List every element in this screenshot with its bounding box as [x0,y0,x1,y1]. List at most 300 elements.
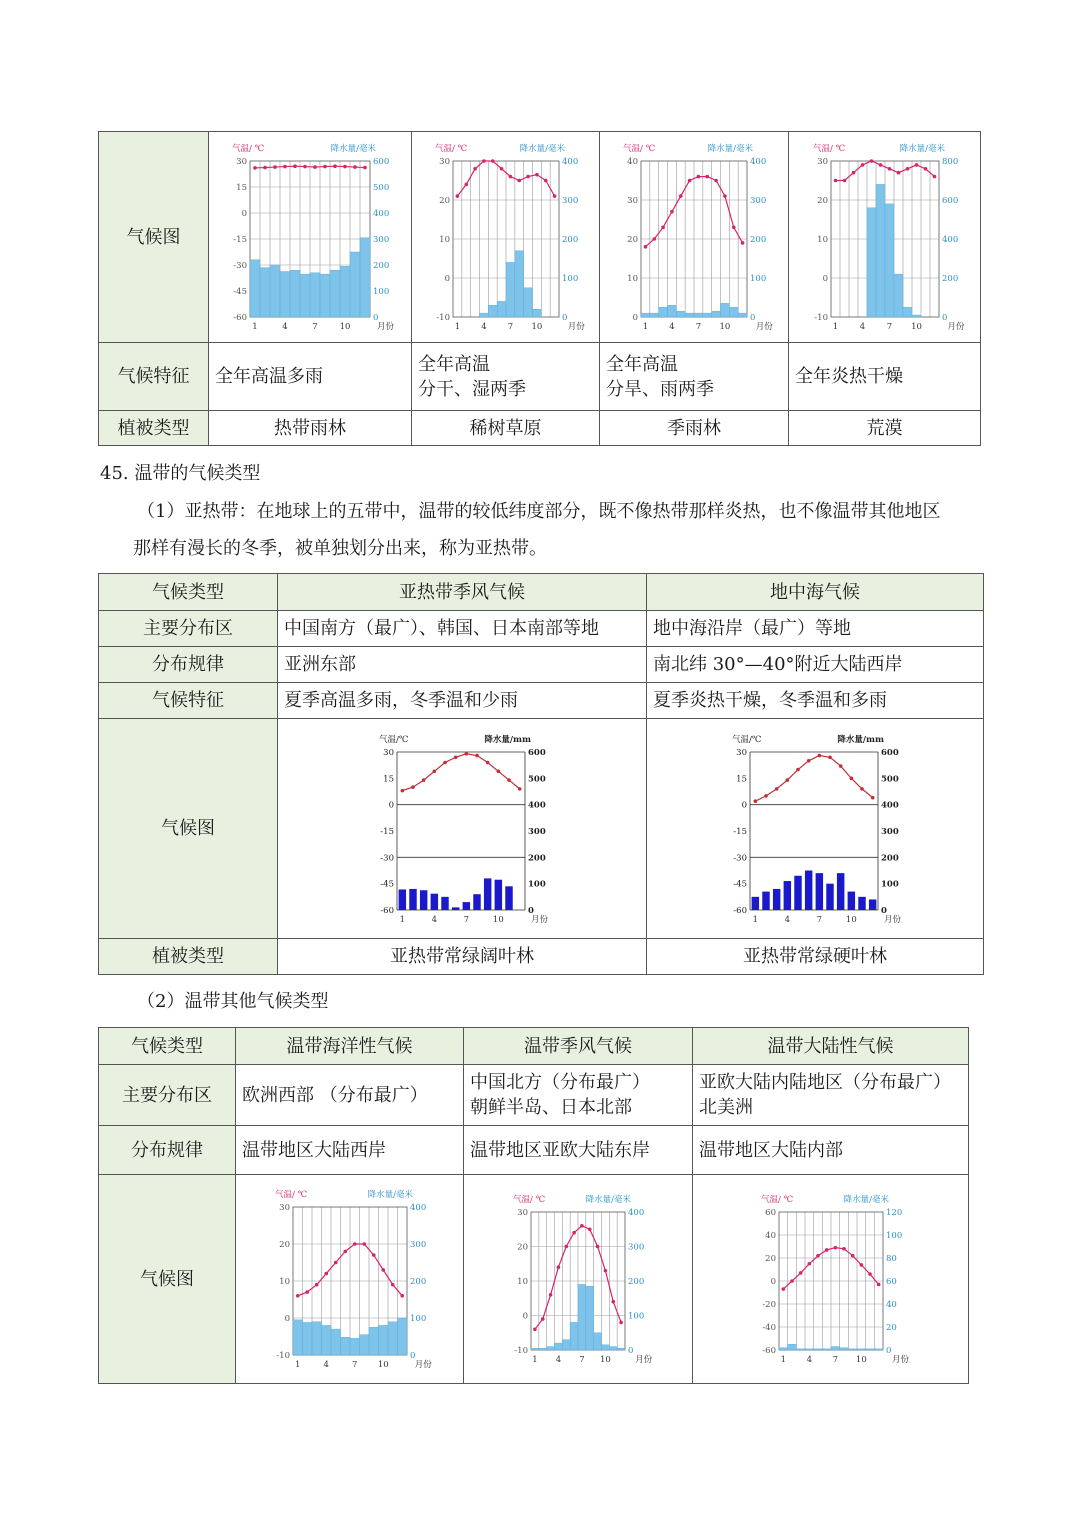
precipitation-bar [703,313,712,317]
left-tick-label: -20 [761,1300,776,1310]
precipitation-bar [555,1343,563,1350]
x-tick-label: 10 [855,1355,867,1365]
right-axis-title: 降水量/毫米 [707,144,753,154]
temperature-point [842,1247,846,1251]
left-tick-label: 15 [236,183,247,193]
precipitation-bar [321,1325,331,1355]
climate-chart-tropical-rainforest [212,133,408,341]
temperature-point [850,776,854,780]
precipitation-bar [796,1349,805,1350]
header-mediterranean: 地中海气候 [647,574,984,611]
x-tick-label: 4 [555,1355,562,1365]
left-tick-label: 30 [517,1208,528,1218]
vegetation-cell: 亚热带常绿硬叶林 [647,939,984,975]
x-tick-label: 1 [752,914,759,925]
temperature-point [475,753,479,757]
precipitation-bar [578,1284,586,1350]
precipitation-bar [369,1327,379,1355]
precipitation-bar [488,305,497,317]
x-tick-label: 4 [806,1355,812,1365]
temperature-point [549,1293,553,1297]
temperature-point [422,778,426,782]
left-axis-title: 气温/ ℃ [434,144,467,154]
temperature-point [273,165,277,169]
temperature-point [714,179,718,183]
temperature-point [860,787,864,791]
right-axis-title: 降水量/毫米 [585,1195,631,1205]
precipitation-bar [570,1322,578,1350]
temperature-point [455,194,459,198]
vegetation-cell: 季雨林 [600,411,789,446]
right-tick-label: 300 [628,1242,645,1253]
precipitation-bar [290,270,300,317]
left-axis-title: 气温/ ℃ [513,1195,546,1205]
temperature-point [604,1269,608,1273]
left-tick-label: 0 [388,800,394,811]
left-tick-label: 20 [278,1240,290,1250]
precipitation-bar [839,1348,848,1350]
x-tick-label: 7 [832,1355,838,1365]
left-tick-label: 30 [236,157,247,167]
x-tick-label: 7 [507,322,513,332]
precipitation-bar [562,1340,570,1350]
temperature-point [818,753,822,757]
x-tick-label: 7 [695,322,702,332]
table-row [99,683,984,719]
row-header-distribution-rule: 分布规律 [99,1126,236,1175]
climate-chart-subtropical-monsoon [347,724,577,934]
left-tick-label: 10 [627,274,638,284]
right-axis-title: 降水量/毫米 [330,144,376,154]
temperature-point [303,165,307,169]
temperature-point [850,1254,854,1258]
chart-cell [209,132,412,343]
feature-text: 分旱、雨两季 [606,378,714,400]
temperature-point [343,1250,347,1254]
section-title: （2）温带其他气候类型 [137,991,329,1012]
right-tick-label: 200 [750,235,767,245]
left-tick-label: 20 [764,1254,776,1264]
row-header-climate-chart: 气候图 [99,132,209,343]
precipitation-bar [497,301,506,317]
left-axis-title: 气温/ ℃ [812,144,845,154]
precipitation-bar [712,311,721,317]
left-tick-label: -60 [733,905,747,916]
row-header-vegetation: 植被类型 [99,939,278,975]
temperature-point [754,799,758,803]
temperature-point [798,1271,802,1275]
x-tick-label: 4 [323,1360,329,1370]
temperature-point [833,1246,837,1250]
precipitation-bar [302,1322,312,1355]
left-tick-label: -15 [233,235,247,245]
temperature-point [371,1253,375,1257]
temperature-point [433,769,437,773]
precipitation-bar [409,888,416,909]
left-tick-label: 20 [438,196,450,206]
temperature-point [473,167,477,171]
temperature-point [652,237,656,241]
precipitation-bar [885,204,894,317]
right-tick-label: 400 [941,235,958,245]
right-tick-label: 300 [750,196,767,206]
x-tick-label: 4 [282,322,288,332]
x-tick-label: 10 [600,1355,611,1365]
right-tick-label: 400 [409,1203,426,1213]
precipitation-bar [586,1286,594,1350]
left-tick-label: -45 [733,879,747,890]
temperature-point [518,787,522,791]
x-tick-label: 4 [669,322,675,332]
vegetation-cell: 荒漠 [789,411,981,446]
temperature-point [688,179,692,183]
precipitation-bar [848,1349,857,1350]
left-tick-label: -10 [813,313,828,323]
left-tick-label: 30 [816,157,828,167]
temperature-point [705,175,709,179]
left-tick-label: 40 [627,157,638,167]
cell-text: 中国北方（分布最广） [470,1072,650,1093]
paragraph-line: 那样有漫长的冬季，被单独划分出来，称为亚热带。 [133,538,547,559]
left-tick-label: 30 [736,747,747,758]
left-tick-label: 10 [278,1277,290,1287]
left-tick-label: 0 [444,274,450,284]
temperature-point [796,767,800,771]
x-axis-label: 月份 [891,1355,909,1365]
x-axis-label: 月份 [947,322,965,332]
precipitation-bar [431,893,438,909]
left-tick-label: 0 [284,1314,290,1324]
precipitation-bar [805,870,812,910]
precipitation-bar [340,266,350,317]
climate-chart-tropical-desert [793,133,977,341]
chart-cell [278,719,647,939]
right-tick-label: 400 [628,1208,645,1218]
climate-chart-tropical-monsoon [603,133,785,341]
left-tick-label: 20 [627,235,638,245]
precipitation-bar [729,307,738,317]
temperature-point [775,787,779,791]
temperature-point [868,1272,872,1276]
left-tick-label: 60 [764,1208,776,1218]
precipitation-bar [484,878,491,910]
temperature-point [833,179,837,183]
precipitation-bar [452,907,459,910]
climate-chart-temperate-oceanic [255,1179,445,1379]
x-axis-label: 月份 [884,914,902,925]
precipitation-bar [609,1347,617,1350]
left-tick-label: 0 [741,800,747,811]
precipitation-bar [594,1333,602,1350]
temperature-point [552,194,556,198]
feature-cell [209,343,412,411]
x-axis-label: 月份 [414,1360,432,1370]
left-tick-label: 20 [816,196,828,206]
right-tick-label: 60 [885,1277,897,1287]
left-tick-label: -10 [275,1351,290,1361]
table-cell [693,1065,969,1126]
feature-text: 全年炎热干燥 [795,366,903,387]
table-cell: 温带地区大陆西岸 [236,1126,464,1175]
precipitation-bar [784,881,791,910]
right-tick-label: 500 [881,773,899,784]
temperature-point [741,241,745,245]
temperature-point [824,1248,828,1252]
right-axis-title: 降水量/mm [837,734,884,745]
temperature-point [697,175,701,179]
temperature-point [333,1261,337,1265]
precipitation-bar [816,873,823,910]
precipitation-bar [738,313,747,317]
precipitation-bar [495,879,502,909]
temperature-point [305,1290,309,1294]
temperature-point [314,1283,318,1287]
table-row [99,411,981,446]
climate-chart-temperate-continental [741,1184,921,1374]
temperature-point [932,175,936,179]
temperature-point [486,760,490,764]
right-tick-label: 600 [373,157,390,167]
temperature-point [851,171,855,175]
temperature-point [572,1231,576,1235]
precipitation-bar [531,1348,539,1350]
temperature-point [283,165,287,169]
table-row [99,1028,969,1065]
table-cell: 夏季炎热干燥，冬季温和多雨 [647,683,984,719]
cell-text: 欧洲西部 （分布最广） [242,1084,428,1106]
precipitation-bar [867,208,876,317]
precipitation-bar [397,1318,407,1355]
left-tick-label: 0 [632,313,638,323]
left-tick-label: 10 [438,235,450,245]
precipitation-bar [463,902,470,910]
temperature-point [914,163,918,167]
right-tick-label: 0 [885,1346,891,1356]
vegetation-cell: 亚热带常绿阔叶林 [278,939,647,975]
temperature-point [401,788,405,792]
precipitation-bar [270,265,280,317]
precipitation-bar [874,1349,883,1350]
table-row [99,1175,969,1384]
x-tick-label: 1 [832,322,838,332]
x-axis-label: 月份 [635,1355,653,1365]
x-tick-label: 4 [859,322,865,332]
feature-cell [412,343,600,411]
temperature-point [508,175,512,179]
precipitation-bar [837,873,844,910]
x-tick-label: 7 [579,1355,585,1365]
precipitation-bar [831,1347,840,1350]
precipitation-bar [858,896,865,909]
right-tick-label: 500 [373,183,390,193]
table-row [99,132,981,343]
precipitation-bar [676,311,685,317]
precipitation-bar [650,313,659,317]
temperature-point [564,1245,568,1249]
temperature-point [533,1328,537,1332]
left-axis-title: 气温/℃ [379,734,409,745]
temperature-line [402,753,519,790]
temperature-point [443,760,447,764]
precipitation-bar [532,309,541,317]
precipitation-bar [505,886,512,910]
precipitation-bar [300,274,310,317]
right-tick-label: 400 [561,157,578,167]
right-tick-label: 300 [373,235,390,245]
temperature-point [343,165,347,169]
precipitation-bar [721,303,730,317]
temperature-point [381,1268,385,1272]
x-tick-label: 1 [454,322,460,332]
x-tick-label: 1 [642,322,649,332]
right-tick-label: 0 [528,905,534,916]
precipitation-bar [280,272,290,318]
precipitation-bar [685,313,694,317]
temperature-point [871,795,875,799]
temperature-point [507,778,511,782]
x-tick-label: 10 [845,914,857,925]
temperature-point [596,1245,600,1249]
precipitation-bar [822,1349,831,1350]
precipitation-bar [359,1335,369,1355]
temperature-point [362,1242,366,1246]
left-tick-label: -60 [233,313,247,323]
x-tick-label: 10 [339,322,351,332]
temperature-point [557,1265,561,1269]
left-tick-label: 30 [278,1203,290,1213]
chart-cell [789,132,981,343]
right-tick-label: 200 [528,852,546,863]
right-tick-label: 100 [373,287,390,297]
right-tick-label: 400 [881,800,899,811]
temperature-point [896,171,900,175]
temperature-point [816,1254,820,1258]
climate-chart-mediterranean [700,724,930,934]
left-tick-label: 0 [770,1277,776,1287]
temperature-point [464,183,468,187]
left-tick-label: 15 [383,773,394,784]
left-tick-label: 30 [383,747,394,758]
table-cell: 地中海沿岸（最广）等地 [647,611,984,647]
right-tick-label: 0 [750,313,756,323]
x-tick-label: 7 [312,322,318,332]
precipitation-bar [894,274,903,317]
temperature-point [535,173,539,177]
precipitation-bar [320,274,330,317]
temperature-point [411,785,415,789]
temperature-point [541,1317,545,1321]
right-tick-label: 200 [881,852,899,863]
right-tick-label: 200 [373,261,390,271]
x-tick-label: 10 [910,322,922,332]
left-tick-label: -30 [233,261,247,271]
left-tick-label: -60 [761,1346,776,1356]
precipitation-bar [350,252,360,317]
right-tick-label: 200 [941,274,958,284]
temperature-point [465,751,469,755]
temperature-point [580,1224,584,1228]
temperature-point [363,166,367,170]
right-tick-label: 800 [941,157,958,167]
climate-chart-tropical-savanna [415,133,597,341]
left-tick-label: -15 [733,826,747,837]
temperature-point [619,1321,623,1325]
x-tick-label: 7 [351,1360,357,1370]
precipitation-bar [420,890,427,910]
right-tick-label: 0 [941,313,947,323]
chart-cell [600,132,789,343]
x-tick-label: 1 [252,322,258,332]
right-tick-label: 0 [881,905,887,916]
left-axis-title: 气温/ ℃ [623,144,656,154]
left-tick-label: 0 [822,274,828,284]
temperature-point [263,166,267,170]
right-axis-title: 降水量/毫米 [367,1190,413,1200]
x-tick-label: 1 [294,1360,300,1370]
paragraph-line: （1）亚热带：在地球上的五带中，温带的较低纬度部分，既不像热带那样炎热，也不像温带其他地区 [137,501,941,522]
precipitation-bar [912,315,921,317]
temperature-point [679,194,683,198]
left-tick-label: -40 [761,1323,776,1333]
temperature-point [543,179,547,183]
right-tick-label: 0 [373,313,379,323]
left-tick-label: 30 [438,157,450,167]
temperature-point [353,165,357,169]
cell-text: 朝鲜半岛、日本北部 [470,1097,632,1118]
header-temperate-monsoon: 温带季风气候 [464,1028,693,1065]
left-tick-label: -30 [733,852,747,863]
x-tick-label: 1 [532,1355,538,1365]
left-tick-label: -30 [380,852,394,863]
temperature-point [293,164,297,168]
table-cell: 温带地区亚欧大陆东岸 [464,1126,693,1175]
temperature-point [723,194,727,198]
temperature-point [644,245,648,249]
left-tick-label: -60 [380,905,394,916]
left-tick-label: -10 [435,313,450,323]
left-tick-label: 20 [517,1242,528,1253]
temperature-point [828,755,832,759]
precipitation-bar [659,307,668,317]
x-tick-label: 1 [780,1355,786,1365]
row-header-climate-features: 气候特征 [99,343,209,411]
tropical-climate-table [98,131,981,446]
temperature-point [670,210,674,214]
left-tick-label: -45 [380,879,394,890]
right-tick-label: 100 [881,879,899,890]
right-tick-label: 600 [941,196,958,206]
right-tick-label: 0 [561,313,567,323]
header-climate-type: 气候类型 [99,1028,236,1065]
left-tick-label: 30 [627,196,638,206]
chart-cell [464,1175,693,1384]
right-tick-label: 600 [881,747,899,758]
feature-cell [600,343,789,411]
precipitation-bar [752,896,759,909]
temperature-point [588,1227,592,1231]
x-tick-label: 10 [492,914,504,925]
right-tick-label: 300 [409,1240,426,1250]
temperature-point [611,1300,615,1304]
precipitation-bar [617,1348,625,1350]
table-row [99,574,984,611]
right-tick-label: 400 [528,800,546,811]
right-tick-label: 100 [409,1314,426,1324]
precipitation-bar [602,1345,610,1350]
precipitation-bar [694,313,703,317]
temperature-point [400,1294,404,1298]
temperature-point [869,159,873,163]
